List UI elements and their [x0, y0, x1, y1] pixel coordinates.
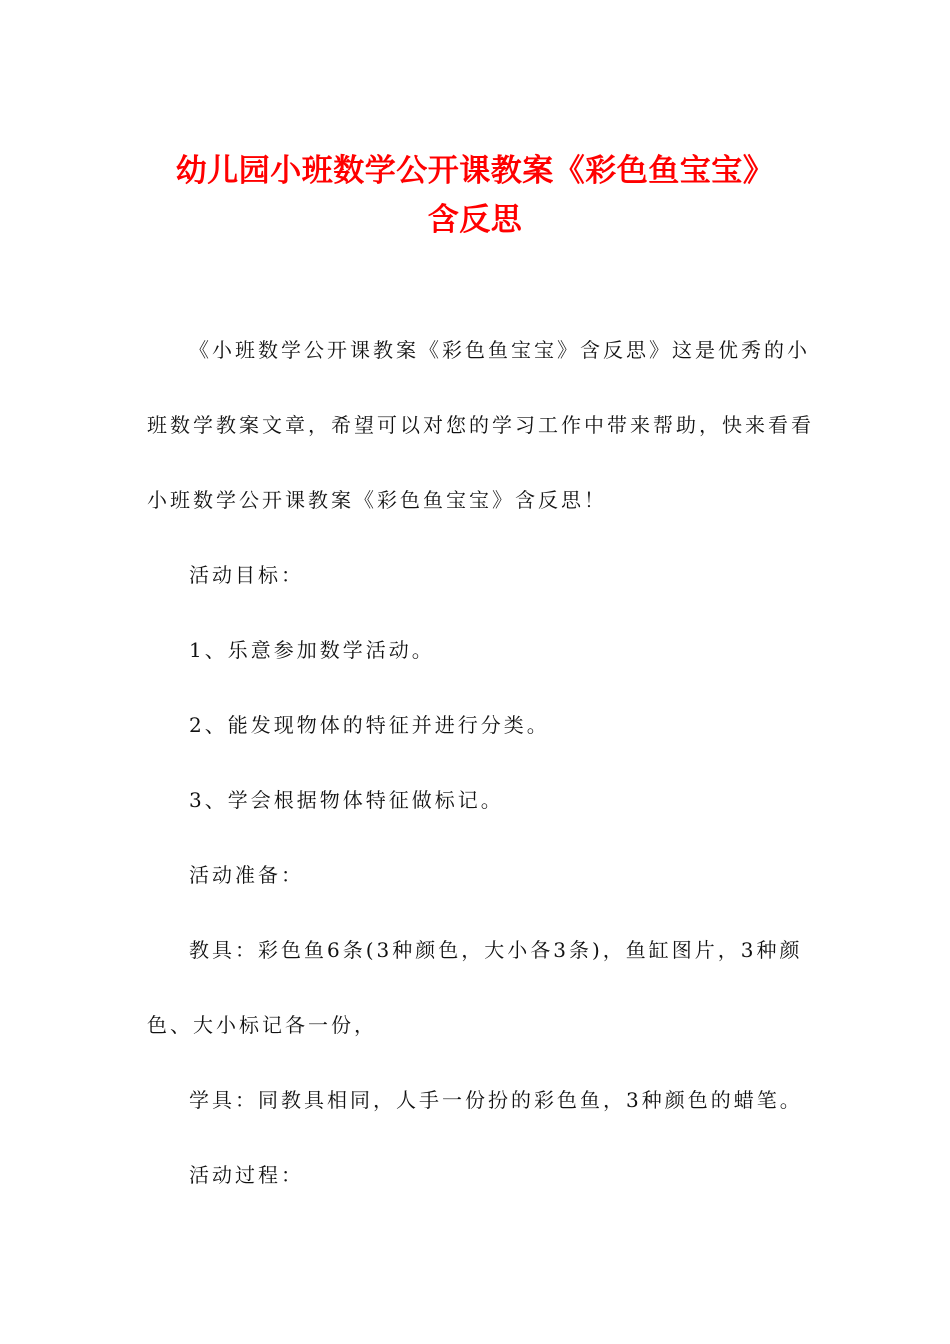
list-item: 3、学会根据物体特征做标记。	[189, 788, 504, 812]
section-heading-preparation: 活动准备：	[189, 863, 304, 887]
paragraph-line: 色、大小标记各一份，	[147, 1013, 377, 1037]
document-title-line-1: 幼儿园小班数学公开课教案《彩色鱼宝宝》	[175, 153, 775, 189]
paragraph-line: 班数学教案文章，希望可以对您的学习工作中带来帮助，快来看看	[147, 413, 814, 437]
list-item: 1、乐意参加数学活动。	[189, 638, 435, 662]
document-title-line-2: 含反思	[427, 202, 523, 238]
paragraph-line: 《小班数学公开课教案《彩色鱼宝宝》含反思》这是优秀的小	[189, 338, 810, 362]
document-body	[147, 327, 814, 1227]
section-heading-goals: 活动目标：	[189, 563, 304, 587]
paragraph-line: 教具：彩色鱼6条(3种颜色，大小各3条)，鱼缸图片，3种颜	[189, 938, 803, 962]
section-heading-process: 活动过程：	[189, 1163, 304, 1187]
list-item: 2、能发现物体的特征并进行分类。	[189, 713, 550, 737]
paragraph-line: 学具：同教具相同，人手一份扮的彩色鱼，3种颜色的蜡笔。	[189, 1088, 803, 1112]
paragraph-line: 小班数学公开课教案《彩色鱼宝宝》含反思！	[147, 488, 607, 512]
